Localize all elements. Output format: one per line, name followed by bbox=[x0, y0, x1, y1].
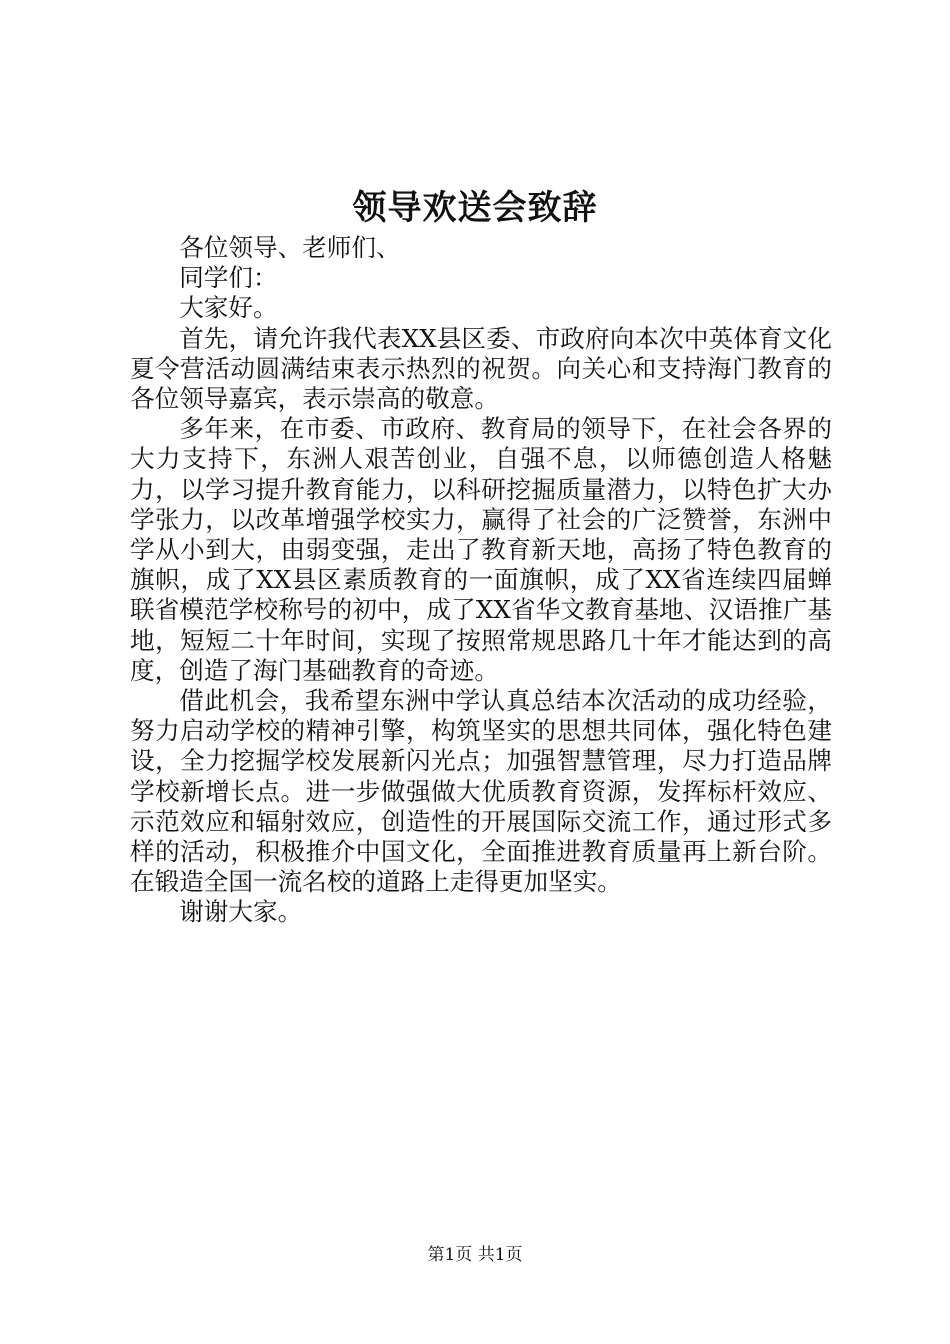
closing-line: 谢谢大家。 bbox=[179, 897, 303, 927]
paragraph-congratulations: 首先，请允许我代表XX县区委、市政府向本次中英体育文化夏令营活动圆满结束表示热烈的祝贺。向关心和支持海门教育的各位领导嘉宾，表示崇高的敬意。 bbox=[130, 323, 832, 414]
salutation-line-2: 同学们： bbox=[179, 263, 278, 293]
salutation-line-1: 各位领导、老师们、 bbox=[179, 233, 401, 262]
greeting-line: 大家好。 bbox=[179, 293, 278, 323]
document-body bbox=[130, 233, 832, 928]
document-title: 领导欢送会致辞 bbox=[352, 188, 598, 228]
paragraph-achievements: 多年来，在市委、市政府、教育局的领导下，在社会各界的大力支持下，东洲人艰苦创业，自强不息，以师德创造人格魅力，以学习提升教育能力，以科研挖掘质量潜力，以特色扩大办学张力，以改革增强学校实力，赢得了社会的广泛赞誉，东洲中学从小到大，由弱变强，走出了教育新天地，高扬了特色教育的旗帜，成了XX县区素质教育的一面旗帜，成了XX省连续四届蝉联省模范学校称号的初中，成了XX省华文教育基地、汉语推广基地，短短二十年时间，实现了按照常规思路几十年才能达到的高度，创造了海门基础教育的奇迹。 bbox=[130, 414, 832, 685]
paragraph-hopes: 借此机会，我希望东洲中学认真总结本次活动的成功经验，努力启动学校的精神引擎，构筑坚实的思想共同体，强化特色建设，全力挖掘学校发展新闪光点；加强智慧管理，尽力打造品牌学校新增长点。进一步做强做大优质教育资源，发挥标杆效应、示范效应和辐射效应，创造性的开展国际交流工作，通过形式多样的活动，积极推介中国文化，全面推进教育质量再上新台阶。在锻造全国一流名校的道路上走得更加坚实。 bbox=[130, 686, 832, 897]
page-footer: 第1页 共1页 bbox=[427, 1245, 523, 1265]
